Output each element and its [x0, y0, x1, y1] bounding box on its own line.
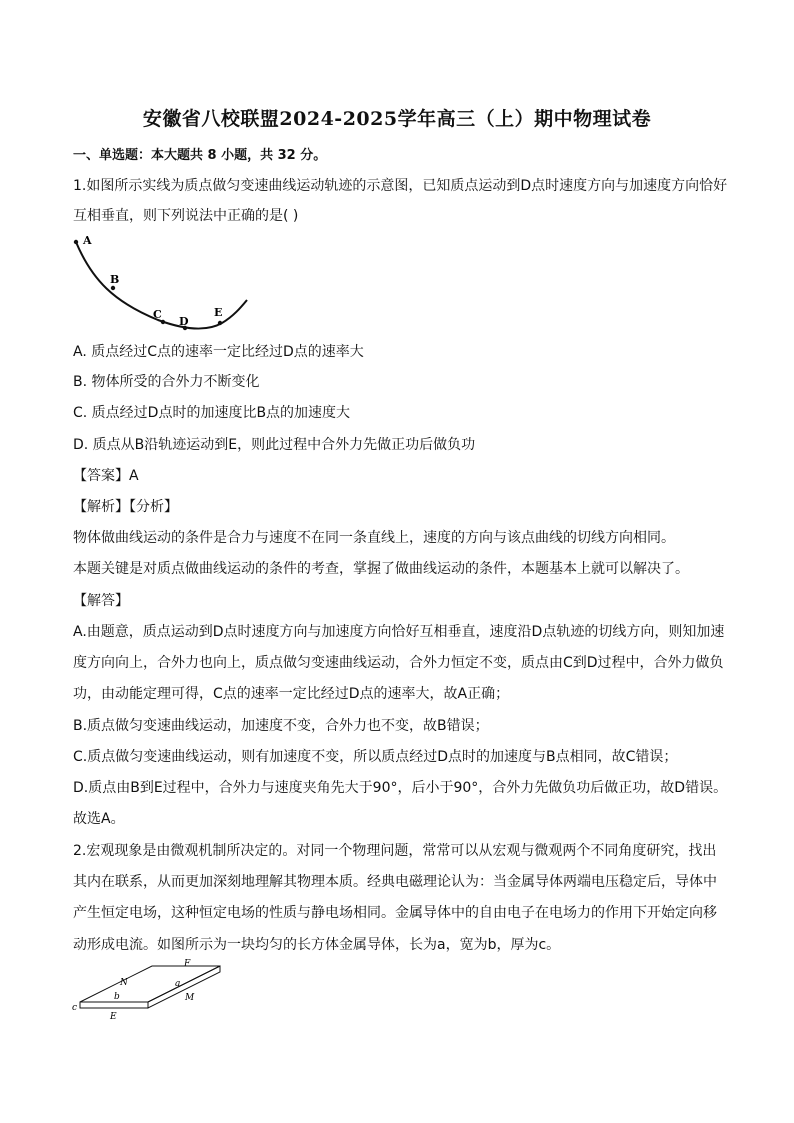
label-a: A — [83, 234, 92, 247]
q2-stem-line: 动形成电流。如图所示为一块均匀的长方体金属导体，长为a，宽为b，厚为c。 — [73, 937, 561, 953]
label-b-width: b — [114, 992, 120, 1002]
label-n: N — [120, 978, 128, 988]
point-e — [218, 321, 222, 325]
section-heading: 一、单选题：本大题共 8 小题，共 32 分。 — [73, 148, 327, 163]
q1-analysis-line: 物体做曲线运动的条件是合力与速度不在同一条直线上，速度的方向与该点曲线的切线方向相同。 — [73, 530, 675, 546]
page-title: 安徽省八校联盟2024-2025学年高三（上）期中物理试卷 — [142, 108, 652, 130]
label-c: C — [153, 308, 162, 321]
q1-option-a: A. 质点经过C点的速率一定比经过D点的速率大 — [73, 344, 364, 360]
q1-solution-line: 故选A。 — [73, 811, 125, 827]
q1-solution-line: 功，由动能定理可得，C点的速率一定比经过D点的速率大，故A正确； — [73, 686, 510, 702]
label-a-length: a — [175, 979, 181, 989]
q1-option-b: B. 物体所受的合外力不断变化 — [73, 374, 260, 390]
label-e-face: E — [110, 1012, 117, 1022]
q1-analysis-line: 本题关键是对质点做曲线运动的条件的考查，掌握了做曲线运动的条件，本题基本上就可以解决了。 — [73, 561, 689, 577]
conductor-top-face — [80, 966, 220, 1002]
label-m: M — [185, 993, 195, 1003]
q1-solution-line: A.由题意，质点运动到D点时速度方向与加速度方向恰好互相垂直，速度沿D点轨迹的切线方向，则知加速 — [73, 624, 725, 640]
label-d: D — [179, 315, 189, 328]
q1-trajectory-figure — [70, 232, 255, 334]
q1-solution-line: C.质点做匀变速曲线运动，则有加速度不变，所以质点经过D点时的加速度与B点相同，故C错误； — [73, 749, 678, 765]
q1-solution-line: B.质点做匀变速曲线运动，加速度不变，合外力也不变，故B错误； — [73, 718, 489, 734]
q1-solution-line: D.质点由B到E过程中，合外力与速度夹角先大于90°，后小于90°，合外力先做负功后做正功，故D错误。 — [73, 780, 728, 796]
q1-stem-line1: 1.如图所示实线为质点做匀变速曲线运动轨迹的示意图，已知质点运动到D点时速度方向与加速度方向恰好 — [73, 178, 728, 194]
q2-conductor-figure — [68, 956, 228, 1022]
label-b: B — [110, 273, 120, 286]
q2-stem-line: 产生恒定电场，这种恒定电场的性质与静电场相同。金属导体中的自由电子在电场力的作用下开始定向移 — [73, 905, 717, 921]
q1-answer: 【答案】A — [73, 468, 139, 484]
label-f: F — [184, 959, 191, 969]
q1-solution-header: 【解答】 — [73, 593, 129, 609]
label-e: E — [214, 306, 223, 319]
conductor-front-face — [80, 1002, 148, 1008]
q1-stem-line2: 互相垂直，则下列说法中正确的是( ) — [73, 208, 299, 224]
point-b — [111, 286, 115, 290]
point-a — [74, 240, 78, 244]
conductor-side-face — [148, 966, 220, 1008]
q1-analysis-header: 【解析】【分析】 — [73, 499, 178, 515]
q2-stem-line: 2.宏观现象是由微观机制所决定的。对同一个物理问题，常常可以从宏观与微观两个不同角度研究，找出 — [73, 843, 717, 859]
label-c-thickness: c — [72, 1003, 78, 1013]
q2-stem-line: 其内在联系，从而更加深刻地理解其物理本质。经典电磁理论认为：当金属导体两端电压稳定后，导体中 — [73, 874, 717, 890]
q1-solution-line: 度方向向上，合外力也向上，质点做匀变速曲线运动，合外力恒定不变，质点由C到D过程中，合外力做负 — [73, 655, 724, 671]
q1-option-c: C. 质点经过D点时的加速度比B点的加速度大 — [73, 405, 351, 421]
q1-option-d: D. 质点从B沿轨迹运动到E，则此过程中合外力先做正功后做负功 — [73, 437, 476, 453]
